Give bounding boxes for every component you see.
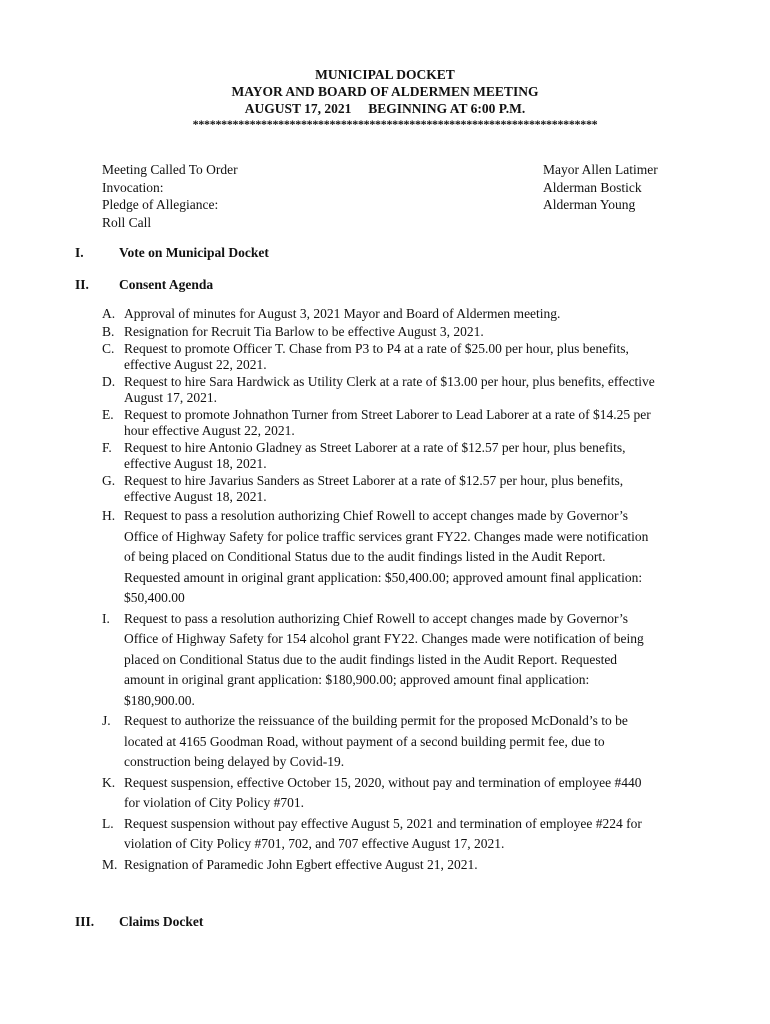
opening-item: Pledge of Allegiance: bbox=[102, 197, 219, 212]
item-text: Request suspension without pay effective August 5, 2021 and termination of employee #224 for bbox=[124, 815, 642, 831]
item-text: for violation of City Policy #701. bbox=[124, 795, 304, 810]
header-title: MUNICIPAL DOCKET bbox=[315, 67, 455, 82]
header-subtitle: MAYOR AND BOARD OF ALDERMEN MEETING bbox=[231, 84, 539, 99]
agenda-item bbox=[102, 711, 742, 773]
item-letter: J. bbox=[102, 713, 111, 728]
opening-item: Invocation: bbox=[102, 179, 164, 195]
official-name: Alderman Bostick bbox=[543, 179, 642, 195]
section-heading bbox=[75, 914, 203, 930]
item-letter: B. bbox=[102, 323, 115, 339]
docket-header bbox=[0, 66, 770, 117]
item-text: Request to authorize the reissuance of the building permit for the proposed McDonald’s to be bbox=[124, 713, 628, 728]
official-name: Mayor Allen Latimer bbox=[543, 162, 658, 177]
item-text: effective August 22, 2021. bbox=[124, 356, 267, 372]
section-number: II. bbox=[75, 277, 89, 292]
agenda-item bbox=[102, 814, 742, 855]
item-text: $50,400.00 bbox=[124, 590, 185, 605]
item-text: violation of City Policy #701, 702, and 707 effective August 17, 2021. bbox=[124, 836, 505, 851]
section-heading bbox=[75, 245, 269, 261]
item-letter: E. bbox=[102, 407, 114, 422]
item-text: effective August 18, 2021. bbox=[124, 455, 267, 471]
item-text: effective August 18, 2021. bbox=[124, 488, 267, 504]
section-title: Vote on Municipal Docket bbox=[119, 245, 269, 260]
item-letter: D. bbox=[102, 374, 116, 389]
item-letter: I. bbox=[102, 610, 110, 626]
agenda-item bbox=[102, 773, 742, 814]
item-text: Request to pass a resolution authorizing Chief Rowell to accept changes made by Governor’s bbox=[124, 610, 628, 626]
agenda-item bbox=[102, 855, 742, 876]
agenda-item bbox=[102, 609, 742, 712]
official-name: Alderman Young bbox=[543, 197, 636, 212]
item-text: August 17, 2021. bbox=[124, 389, 218, 405]
item-text: Request to promote Johnathon Turner from Street Laborer to Lead Laborer at a rate of $14.25 per bbox=[124, 407, 651, 422]
item-text: Request to promote Officer T. Chase from P3 to P4 at a rate of $25.00 per hour, plus benefits, bbox=[124, 341, 629, 356]
agenda-item bbox=[102, 374, 742, 405]
agenda-item bbox=[102, 473, 742, 504]
item-letter: H. bbox=[102, 508, 116, 523]
item-text: Resignation for Recruit Tia Barlow to be effective August 3, 2021. bbox=[124, 323, 484, 339]
item-text: Request to hire Javarius Sanders as Street Laborer at a rate of $12.57 per hour, plus benefits, bbox=[124, 473, 624, 488]
section-title: Claims Docket bbox=[119, 914, 204, 929]
item-text: Requested amount in original grant application: $50,400.00; approved amount final application: bbox=[124, 569, 643, 585]
item-text: Request suspension, effective October 15, 2020, without pay and termination of employee #440 bbox=[124, 774, 642, 790]
item-text: hour effective August 22, 2021. bbox=[124, 422, 295, 438]
item-text: $180,900.00. bbox=[124, 692, 195, 708]
item-text: Approval of minutes for August 3, 2021 Mayor and Board of Aldermen meeting. bbox=[124, 306, 561, 321]
item-letter: A. bbox=[102, 306, 116, 321]
agenda-item bbox=[102, 506, 742, 609]
item-letter: C. bbox=[102, 341, 115, 356]
item-letter: M. bbox=[102, 856, 118, 872]
opening-items bbox=[102, 161, 238, 231]
star-divider: *********************************************************************** bbox=[192, 117, 598, 131]
section-number: I. bbox=[75, 245, 84, 260]
item-letter: K. bbox=[102, 774, 116, 790]
item-text: of being placed on Conditional Status due to the audit findings listed in the Audit Report. bbox=[124, 549, 606, 564]
opening-item: Meeting Called To Order bbox=[102, 162, 238, 177]
agenda-item bbox=[102, 440, 742, 471]
item-text: Request to hire Antonio Gladney as Street Laborer at a rate of $12.57 per hour, plus benefits, bbox=[124, 440, 626, 455]
item-text: Office of Highway Safety for 154 alcohol grant FY22. Changes made were notification of being bbox=[124, 631, 644, 646]
agenda-item bbox=[102, 306, 742, 322]
item-text: amount in original grant application: $180,900.00; approved amount final application: bbox=[124, 672, 590, 687]
item-letter: F. bbox=[102, 440, 112, 455]
item-text: placed on Conditional Status due to the audit findings listed in the Audit Report. Requested bbox=[124, 651, 618, 667]
consent-agenda-list bbox=[102, 306, 742, 875]
item-text: construction being delayed by Covid-19. bbox=[124, 754, 345, 769]
item-text: Request to pass a resolution authorizing Chief Rowell to accept changes made by Governor’s bbox=[124, 508, 628, 523]
agenda-item bbox=[102, 407, 742, 438]
item-text: Resignation of Paramedic John Egbert effective August 21, 2021. bbox=[124, 856, 478, 872]
item-letter: L. bbox=[102, 815, 114, 831]
section-heading bbox=[75, 277, 213, 293]
item-text: Request to hire Sara Hardwick as Utility Clerk at a rate of $13.00 per hour, plus benefits, effective bbox=[124, 374, 655, 389]
item-letter: G. bbox=[102, 473, 116, 488]
agenda-item bbox=[102, 324, 742, 340]
officials-list bbox=[543, 161, 658, 214]
section-number: III. bbox=[75, 914, 95, 929]
opening-item: Roll Call bbox=[102, 214, 152, 230]
item-text: located at 4165 Goodman Road, without payment of a second building permit fee, due to bbox=[124, 733, 605, 749]
agenda-item bbox=[102, 341, 742, 372]
section-title: Consent Agenda bbox=[119, 277, 214, 292]
item-text: Office of Highway Safety for police traffic services grant FY22. Changes made were notification bbox=[124, 528, 649, 544]
header-date: AUGUST 17, 2021 BEGINNING AT 6:00 P.M. bbox=[244, 101, 526, 116]
